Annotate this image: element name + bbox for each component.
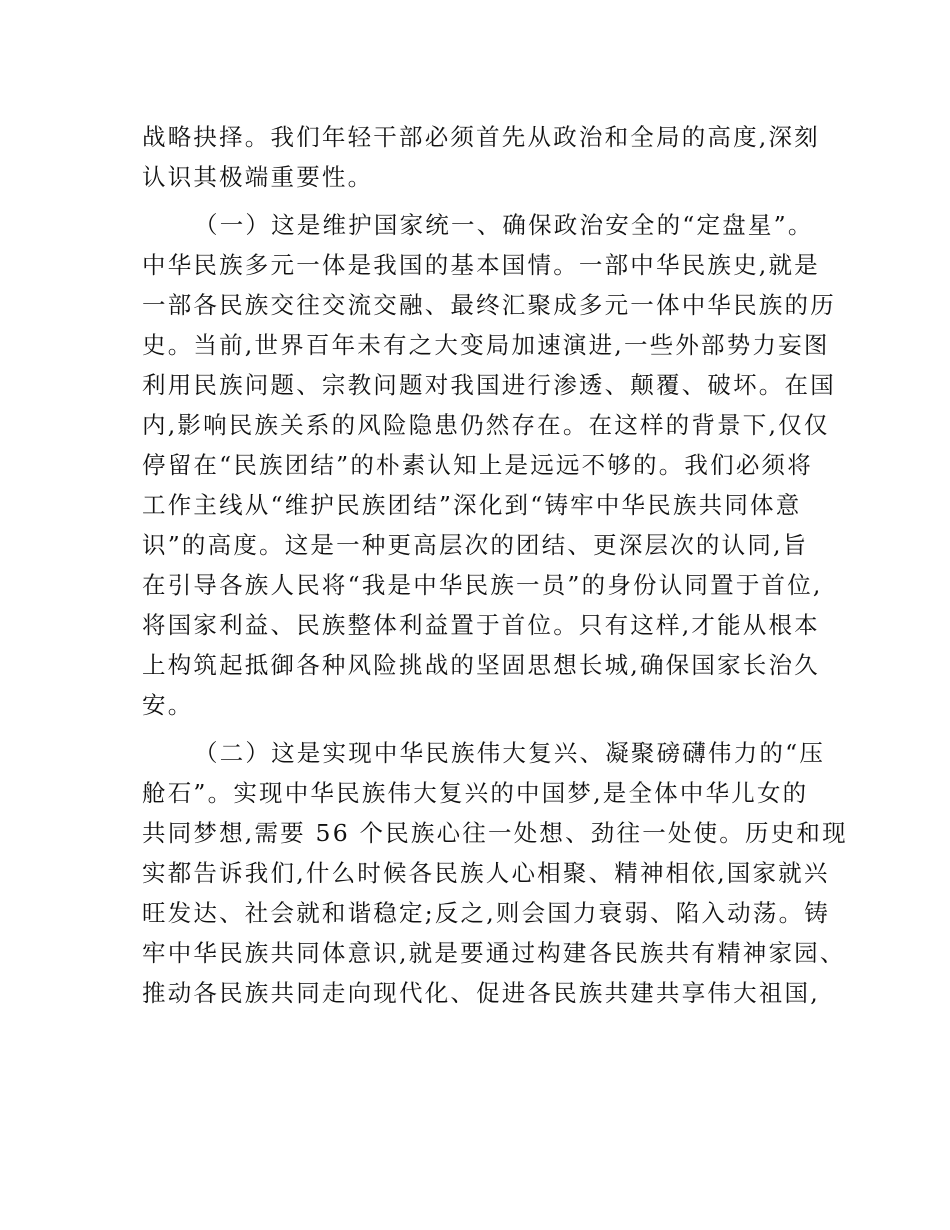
paragraph-spacer (142, 197, 814, 205)
paragraph-line: 停留在“民族团结”的朴素认知上是远远不够的。我们必须将 (142, 451, 813, 479)
paragraph-line: 牢中华民族共同体意识,就是要通过构建各民族共有精神家园、 (142, 939, 846, 967)
paragraph-line: 一部各民族交往交流交融、最终汇聚成多元一体中华民族的历 (142, 291, 836, 319)
section-heading-line: （二）这是实现中华民族伟大复兴、凝聚磅礴伟力的“压 (194, 739, 826, 767)
paragraph-line: 认识其极端重要性。 (142, 163, 374, 191)
paragraph-line: 利用民族问题、宗教问题对我国进行渗透、颠覆、破坏。在国 (142, 371, 836, 399)
document-body (142, 117, 848, 1013)
paragraph-line: 共同梦想,需要 56 个民族心往一处想、劲往一处使。历史和现 (142, 819, 848, 847)
paragraph-line: 战略抉择。我们年轻干部必须首先从政治和全局的高度,深刻 (142, 123, 820, 151)
paragraph-line: 旺发达、社会就和谐稳定;反之,则会国力衰弱、陷入动荡。铸 (142, 899, 830, 927)
paragraph-line: 将国家利益、民族整体利益置于首位。只有这样,才能从根本 (142, 611, 820, 639)
paragraph-spacer (142, 725, 814, 733)
paragraph-line: 中华民族多元一体是我国的基本国情。一部中华民族史,就是 (142, 251, 820, 279)
paragraph-line: 上构筑起抵御各种风险挑战的坚固思想长城,确保国家长治久 (142, 651, 820, 679)
paragraph-line: 实都告诉我们,什么时候各民族人心相聚、精神相依,国家就兴 (142, 859, 830, 887)
paragraph-line: 识”的高度。这是一种更高层次的团结、更深层次的认同,旨 (142, 531, 809, 559)
paragraph-line: 内,影响民族关系的风险隐患仍然存在。在这样的背景下,仅仅 (142, 411, 830, 439)
section-heading-line: （一）这是维护国家统一、确保政治安全的“定盘星”。 (194, 211, 814, 239)
paragraph-line: 推动各民族共同走向现代化、促进各民族共建共享伟大祖国, (142, 979, 820, 1007)
paragraph-line: 在引导各族人民将“我是中华民族一员”的身份认同置于首位, (142, 571, 823, 599)
paragraph-line: 安。 (142, 691, 194, 719)
paragraph-line: 工作主线从“维护民族团结”深化到“铸牢中华民族共同体意 (142, 491, 802, 519)
paragraph-line: 史。当前,世界百年未有之大变局加速演进,一些外部势力妄图 (142, 331, 830, 359)
paragraph-line: 舱石”。实现中华民族伟大复兴的中国梦,是全体中华儿女的 (142, 779, 809, 807)
